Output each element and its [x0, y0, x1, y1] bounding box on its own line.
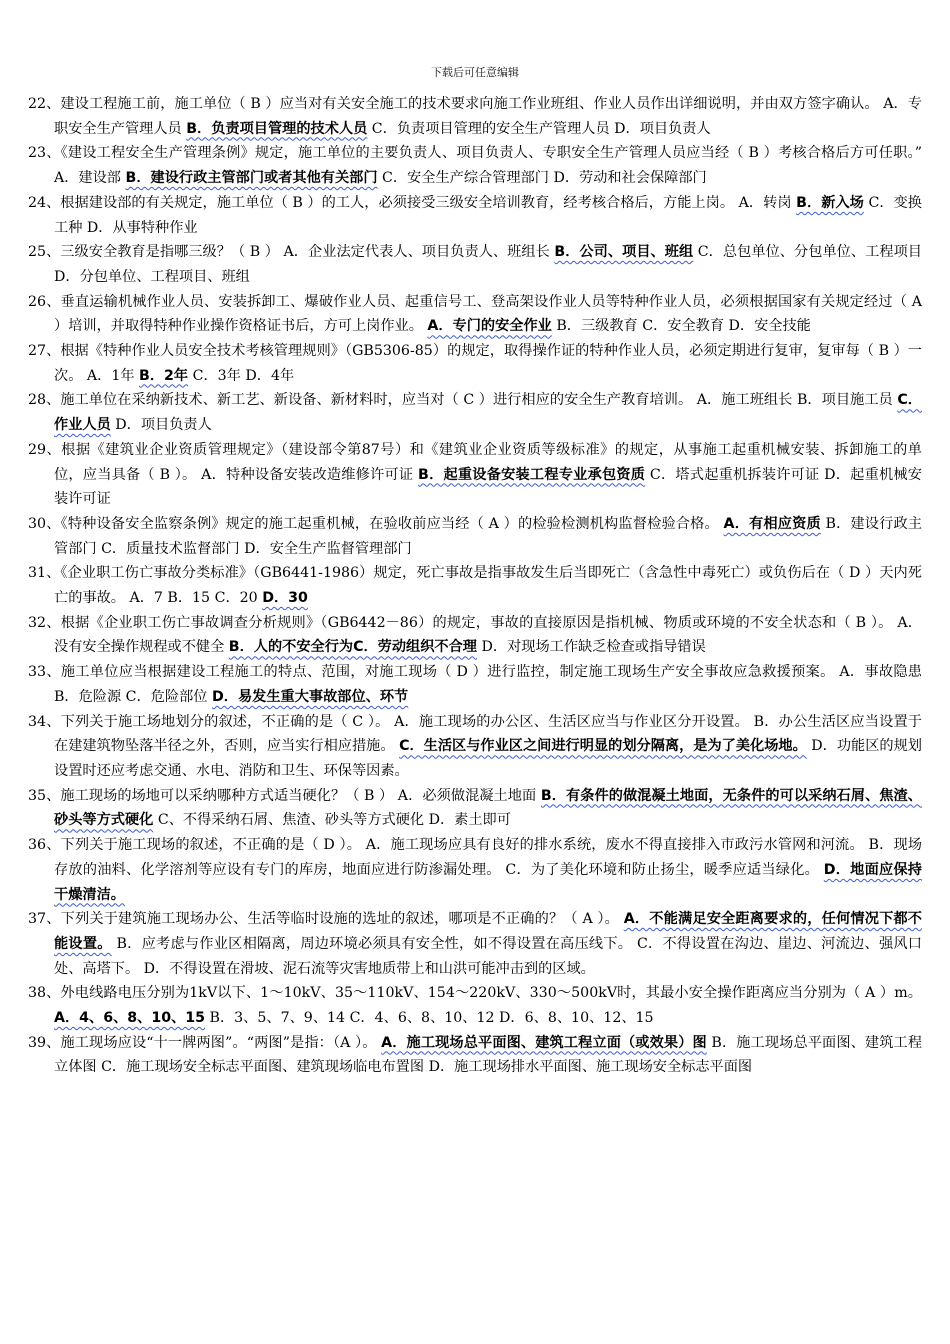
correct-answer: A．专门的安全作业: [427, 318, 552, 335]
question-item: [28, 240, 922, 289]
correct-answer: B．起重设备安装工程专业承包资质: [418, 466, 646, 483]
question-text: 25、三级安全教育是指哪三级？（ B ） A．企业法定代表人、项目负责人、班组长: [28, 244, 555, 261]
question-item: [28, 512, 922, 561]
correct-answer: D．地面应保持干燥清洁。: [54, 861, 922, 903]
question-item: [28, 1031, 922, 1080]
question-text: D．项目负责人: [110, 417, 212, 434]
correct-answer: B．公司、项目、班组: [554, 244, 694, 261]
question-item: [28, 660, 922, 709]
question-text: 30、《特种设备安全监察条例》规定的施工起重机械，在验收前应当经（ A ）的检验检测机构监督检验合格。: [28, 515, 724, 532]
question-text: 36、下列关于施工现场的叙述，不正确的是（ D ）。 A．施工现场应具有良好的排水系统，废水不得直接排入市政污水管网和河流。 B．现场存放的油料、化学溶剂等应设有专门的库房，地面应进行防渗漏处理。 C．为了美化环境和防止扬尘，暖季应适当绿化。: [28, 837, 922, 878]
correct-answer: A．施工现场总平面图、建筑工程立面（或效果）图: [381, 1034, 707, 1051]
question-item: [28, 907, 922, 981]
question-text: 32、根据《企业职工伤亡事故调查分析规则》（GB6442－86）的规定，事故的直接原因是指机械、物质或环境的不安全状态和（ B ）。 A．没有安全操作规程或不健全: [28, 614, 922, 656]
correct-answer: A．4、6、8、10、15: [54, 1010, 206, 1027]
question-text: 23、《建设工程安全生产管理条例》规定，施工单位的主要负责人、项目负责人、专职安全生产管理人员应当经（ B ）考核合格后方可任职。” A．建设部: [28, 145, 922, 187]
question-item: [28, 833, 922, 907]
question-text: B．应考虑与作业区相隔离，周边环境必须具有安全性，如不得设置在高压线下。 C．不得设置在沟边、崖边、河流边、强风口处、高塔下。 D．不得设置在滑坡、泥石流等灾害地质带上和山洪可能冲击到的区域。: [54, 935, 922, 977]
question-list: [28, 92, 922, 1080]
question-text: D．功能区的规划设置时还应考虑交通、水电、消防和卫生、环保等因素。: [54, 738, 922, 779]
correct-answer: D．30: [262, 590, 308, 607]
question-text: C．3年 D．4年: [188, 367, 295, 384]
question-text: B．建设行政主管部门 C．质量技术监督部门 D．安全生产监督管理部门: [54, 515, 923, 557]
correct-answer: C．作业人员: [54, 392, 922, 434]
question-item: [28, 611, 922, 660]
question-text: B．三级教育 C．安全教育 D．安全技能: [551, 318, 811, 335]
question-item: [28, 710, 922, 784]
question-item: [28, 981, 922, 1030]
correct-answer: B．有条件的做混凝土地面，无条件的可以采纳石屑、焦渣、砂头等方式硬化: [54, 787, 922, 829]
question-item: [28, 92, 922, 141]
question-text: C．负责项目管理的安全生产管理人员 D．项目负责人: [367, 120, 711, 137]
question-item: [28, 784, 922, 833]
correct-answer: D．易发生重大事故部位、环节: [212, 688, 409, 705]
question-text: C．变换工种 D．从事特种作业: [54, 194, 922, 236]
question-text: C．塔式起重机拆装许可证 D．起重机械安装许可证: [54, 466, 922, 508]
question-item: [28, 191, 922, 240]
question-item: [28, 388, 922, 437]
question-text: 39、施工现场应设“十一牌两图”。“两图”是指：（A ）。: [28, 1034, 382, 1051]
question-text: C．安全生产综合管理部门 D．劳动和社会保障部门: [377, 170, 707, 187]
question-text: 34、下列关于施工场地划分的叙述，不正确的是（ C ）。 A．施工现场的办公区、生活区应当与作业区分开设置。 B．办公生活区应当设置于在建建筑物坠落半径之外，否则，应当实行相应措施。: [28, 713, 922, 755]
question-text: B．3、5、7、9、14 C．4、6、8、10、12 D．6、8、10、12、15: [205, 1010, 654, 1027]
question-text: C、不得采纳石屑、焦渣、砂头等方式硬化 D．素土即可: [153, 812, 511, 829]
correct-answer: B．建设行政主管部门或者其他有关部门: [125, 170, 378, 187]
correct-answer: B．负责项目管理的技术人员: [186, 120, 368, 137]
question-text: B．施工现场总平面图、建筑工程立体图 C．施工现场安全标志平面图、建筑现场临电布置图 D．施工现场排水平面图、施工现场安全标志平面图: [54, 1034, 923, 1076]
correct-answer: A．有相应资质: [723, 515, 821, 532]
correct-answer: C．生活区与作业区之间进行明显的划分隔离，是为了美化场地。: [399, 738, 807, 755]
question-text: 24、根据建设部的有关规定，施工单位（ B ）的工人，必须接受三级安全培训教育，经考核合格后，方能上岗。 A．转岗: [28, 194, 797, 211]
question-item: [28, 141, 922, 190]
question-item: [28, 290, 922, 339]
question-text: 22、建设工程施工前，施工单位（ B ）应当对有关安全施工的技术要求向施工作业班组、作业人员作出详细说明，并由双方签字确认。 A．专职安全生产管理人员: [28, 96, 922, 137]
question-text: 33、施工单位应当根据建设工程施工的特点、范围，对施工现场（ D ）进行监控，制定施工现场生产安全事故应急救援预案。 A．事故隐患 B．危险源 C．危险部位: [28, 664, 922, 705]
question-text: C．总包单位、分包单位、工程项目 D．分包单位、工程项目、班组: [54, 244, 922, 285]
question-item: [28, 561, 922, 610]
question-text: 29、根据《建筑业企业资质管理规定》（建设部令第87号）和《建筑业企业资质等级标准》的规定，从事施工起重机械安装、拆卸施工的单位，应当具备（ B ）。 A．特种设备安装改造维修许可证: [28, 441, 922, 483]
question-text: 27、根据《特种作业人员安全技术考核管理规则》（GB5306-85）的规定，取得操作证的特种作业人员，必须定期进行复审，复审每（ B ）一次。 A．1年: [28, 343, 922, 384]
question-text: 26、垂直运输机械作业人员、安装拆卸工、爆破作业人员、起重信号工、登高架设作业人员等特种作业人员，必须根据国家有关规定经过（ A ）培训，并取得特种作业操作资格证书后，方可上岗作业。: [28, 293, 922, 335]
question-item: [28, 438, 922, 512]
correct-answer: B．人的不安全行为C．劳动组织不合理: [228, 639, 477, 656]
question-text: 28、施工单位在采纳新技术、新工艺、新设备、新材料时，应当对（ C ）进行相应的安全生产教育培训。 A．施工班组长 B．项目施工员: [28, 392, 898, 409]
question-text: 35、施工现场的场地可以采纳哪种方式适当硬化？（ B ） A．必须做混凝土地面: [28, 787, 541, 804]
correct-answer: B．新入场: [796, 194, 864, 211]
question-text: 31、《企业职工伤亡事故分类标准》（GB6441-1986）规定，死亡事故是指事故发生后当即死亡（含急性中毒死亡）或负伤后在（ D ）天内死亡的事故。 A．7 B．15 C．20: [28, 565, 922, 607]
question-text: 38、外电线路电压分别为1kV以下、1～10kV、35～110kV、154～220kV、330～500kV时，其最小安全操作距离应当分别为（ A ）m。: [28, 985, 922, 1002]
question-text: 37、下列关于建筑施工现场办公、生活等临时设施的选址的叙述，哪项是不正确的？（ A ）。: [28, 911, 624, 928]
page-header: 下载后可任意编辑: [431, 66, 519, 79]
correct-answer: B．2年: [139, 367, 189, 384]
correct-answer: A．不能满足安全距离要求的，任何情况下都不能设置。: [54, 911, 922, 952]
question-item: [28, 339, 922, 388]
question-text: D．对现场工作缺乏检查或指导错误: [477, 639, 706, 656]
